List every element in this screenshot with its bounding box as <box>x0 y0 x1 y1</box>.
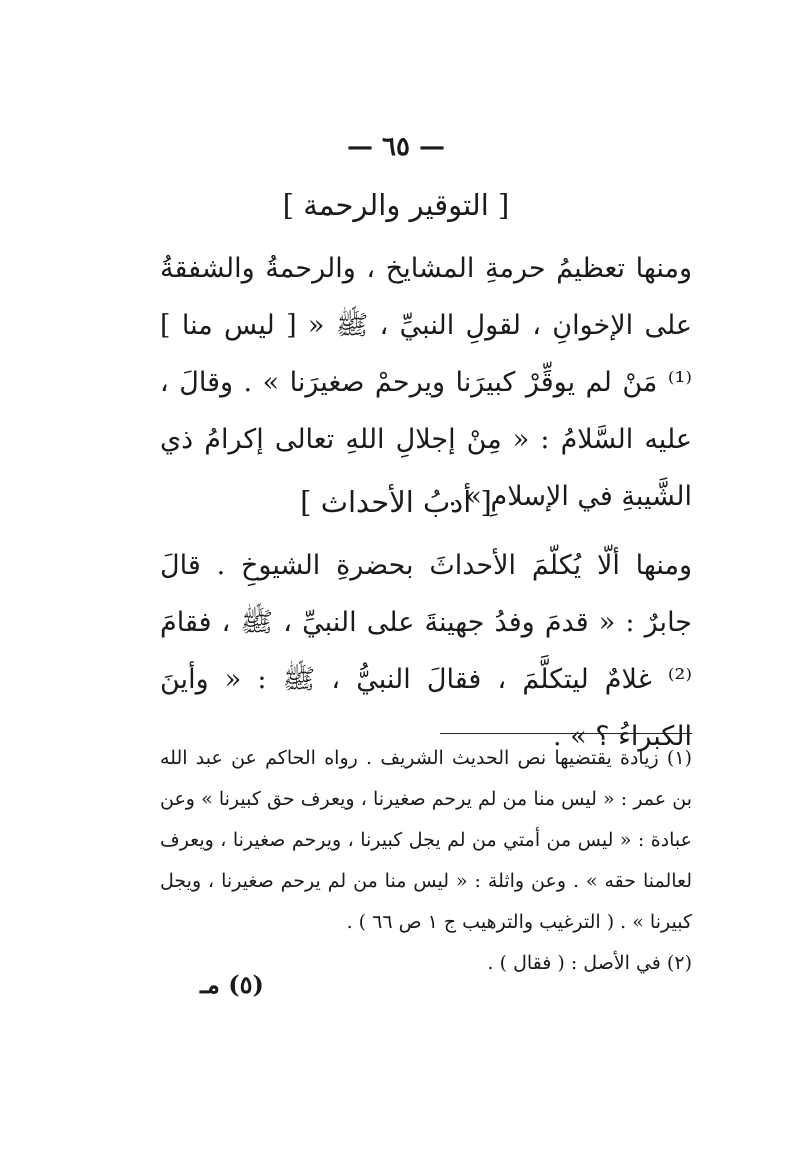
footnote-1: (١) زيادة يقتضيها نص الحديث الشريف . رواه الحاكم عن عبد الله بن عمر : « ليس منا من لم يرحم صغيرنا ، ويعرف حق كبيرنا » وعن عبادة : « ليس من أمتي من لم يجل كبيرنا ، ويرحم صغيرنا ، ويعرف لعالمنا حقه » . وعن واثلة : « ليس منا من لم يرحم صغيرنا ، ويجل كبيرنا » . ( الترغيب والترهيب ج ١ ص ٦٦ ) . <box>160 747 692 933</box>
section-heading-youth-etiquette: [ أدبُ الأحداث ] <box>300 485 492 519</box>
page-number: — ٦٥ — <box>346 132 446 162</box>
section-paragraph-respect: ومنها تعظيمُ حرمةِ المشايخ ، والرحمةُ والشفقةُ على الإخوانِ ، لقولِ النبيِّ ، ﷺ « [ ليس منا ] ⁽¹⁾ مَنْ لم يوقِّرْ كبيرَنا ويرحمْ صغيرَنا » . وقالَ ، عليه السَّلامُ : « مِنْ إجلالِ اللهِ تعالى إكرامُ ذي الشَّيبةِ في الإسلامِ » . <box>160 253 692 512</box>
footnote-divider <box>440 733 692 734</box>
section-heading-respect: [ التوقير والرحمة ] <box>282 188 510 222</box>
section-paragraph-youth-etiquette: ومنها ألّا يُكلّمَ الأحداثَ بحضرةِ الشيوخِ . قالَ جابرٌ : « قدمَ وفدُ جهينةَ على النبيِّ ، ﷺ ، فقامَ ⁽²⁾ غلامٌ ليتكلَّمَ ، فقالَ النبيُّ ، ﷺ : « وأينَ الكبراءُ ؟ » . <box>160 550 692 752</box>
footnote-2: (٢) في الأصل : ( فقال ) . <box>487 952 692 974</box>
signature-mark: (٥) مـ <box>200 970 264 999</box>
footnotes <box>160 738 692 984</box>
